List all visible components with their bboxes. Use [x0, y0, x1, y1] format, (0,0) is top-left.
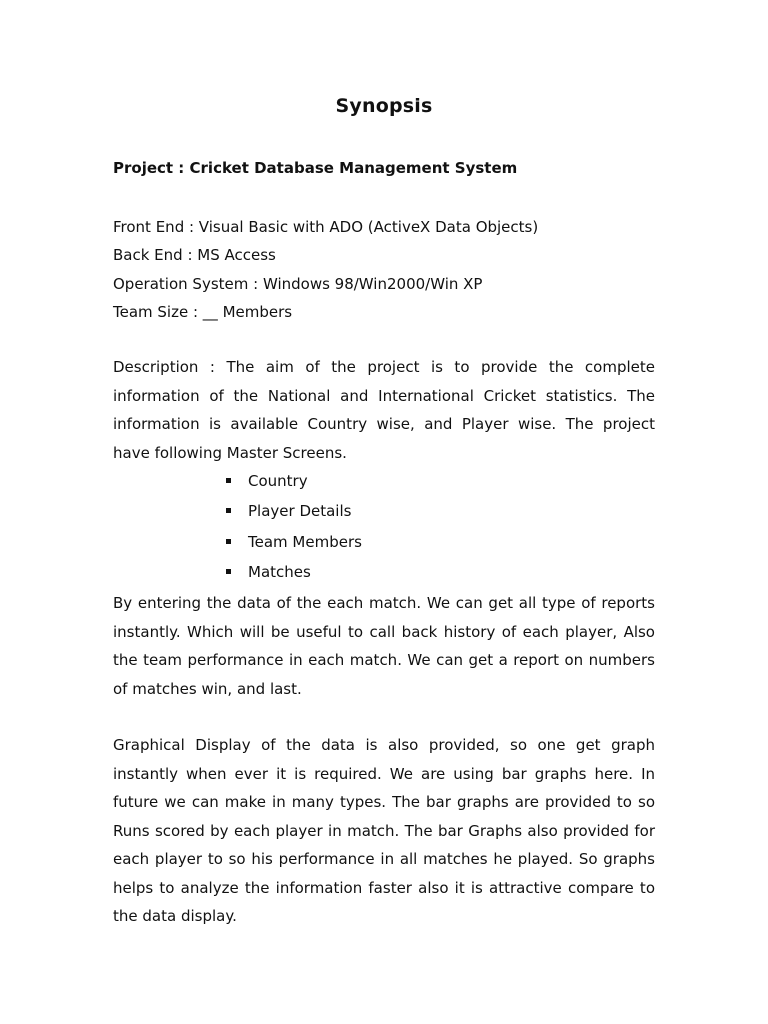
list-item-label: Country	[248, 472, 308, 490]
bullet-square-icon	[226, 478, 231, 483]
reports-line: instantly. Which will be useful to call back history of each player, Also	[113, 622, 655, 641]
spec-back-end: Back End : MS Access	[113, 246, 276, 265]
list-item-label: Matches	[248, 563, 311, 582]
description-line: information of the National and International Cricket statistics. The	[113, 386, 655, 405]
project-heading: Project : Cricket Database Management System	[113, 159, 518, 177]
list-item	[226, 557, 362, 587]
bullet-square-icon	[226, 508, 231, 513]
list-item	[226, 466, 362, 496]
reports-paragraph	[113, 589, 655, 703]
graphical-line: Runs scored by each player in match. The bar Graphs also provided for	[113, 821, 655, 840]
graphical-line: the data display.	[113, 907, 237, 925]
list-item	[226, 496, 362, 526]
spec-team-size: Team Size : __ Members	[113, 302, 293, 321]
description-line: have following Master Screens.	[113, 443, 347, 462]
graphical-line: future we can make in many types. The bar graphs are provided to so	[113, 793, 655, 811]
description-line: Description : The aim of the project is to provide the complete	[113, 358, 655, 376]
master-screens-list	[226, 466, 362, 588]
spec-front-end: Front End : Visual Basic with ADO (ActiveX Data Objects)	[113, 218, 539, 236]
reports-line: of matches win, and last.	[113, 679, 302, 698]
description-paragraph	[113, 353, 655, 467]
document-title: Synopsis	[335, 95, 433, 117]
reports-line: By entering the data of the each match. We can get all type of reports	[113, 594, 655, 612]
bullet-square-icon	[226, 569, 231, 574]
graphical-line: helps to analyze the information faster also it is attractive compare to	[113, 878, 655, 897]
list-item-label: Player Details	[248, 502, 352, 521]
list-item	[226, 527, 362, 557]
graphical-display-paragraph	[113, 731, 655, 931]
bullet-square-icon	[226, 539, 231, 544]
graphical-line: instantly when ever it is required. We are using bar graphs here. In	[113, 764, 655, 783]
graphical-line: each player to so his performance in all matches he played. So graphs	[113, 850, 655, 868]
list-item-label: Team Members	[248, 532, 362, 551]
spec-operating-system: Operation System : Windows 98/Win2000/Win XP	[113, 274, 483, 293]
spec-list	[113, 213, 538, 326]
reports-line: the team performance in each match. We can get a report on numbers	[113, 651, 655, 669]
description-line: information is available Country wise, and Player wise. The project	[113, 415, 655, 433]
graphical-line: Graphical Display of the data is also provided, so one get graph	[113, 736, 655, 754]
